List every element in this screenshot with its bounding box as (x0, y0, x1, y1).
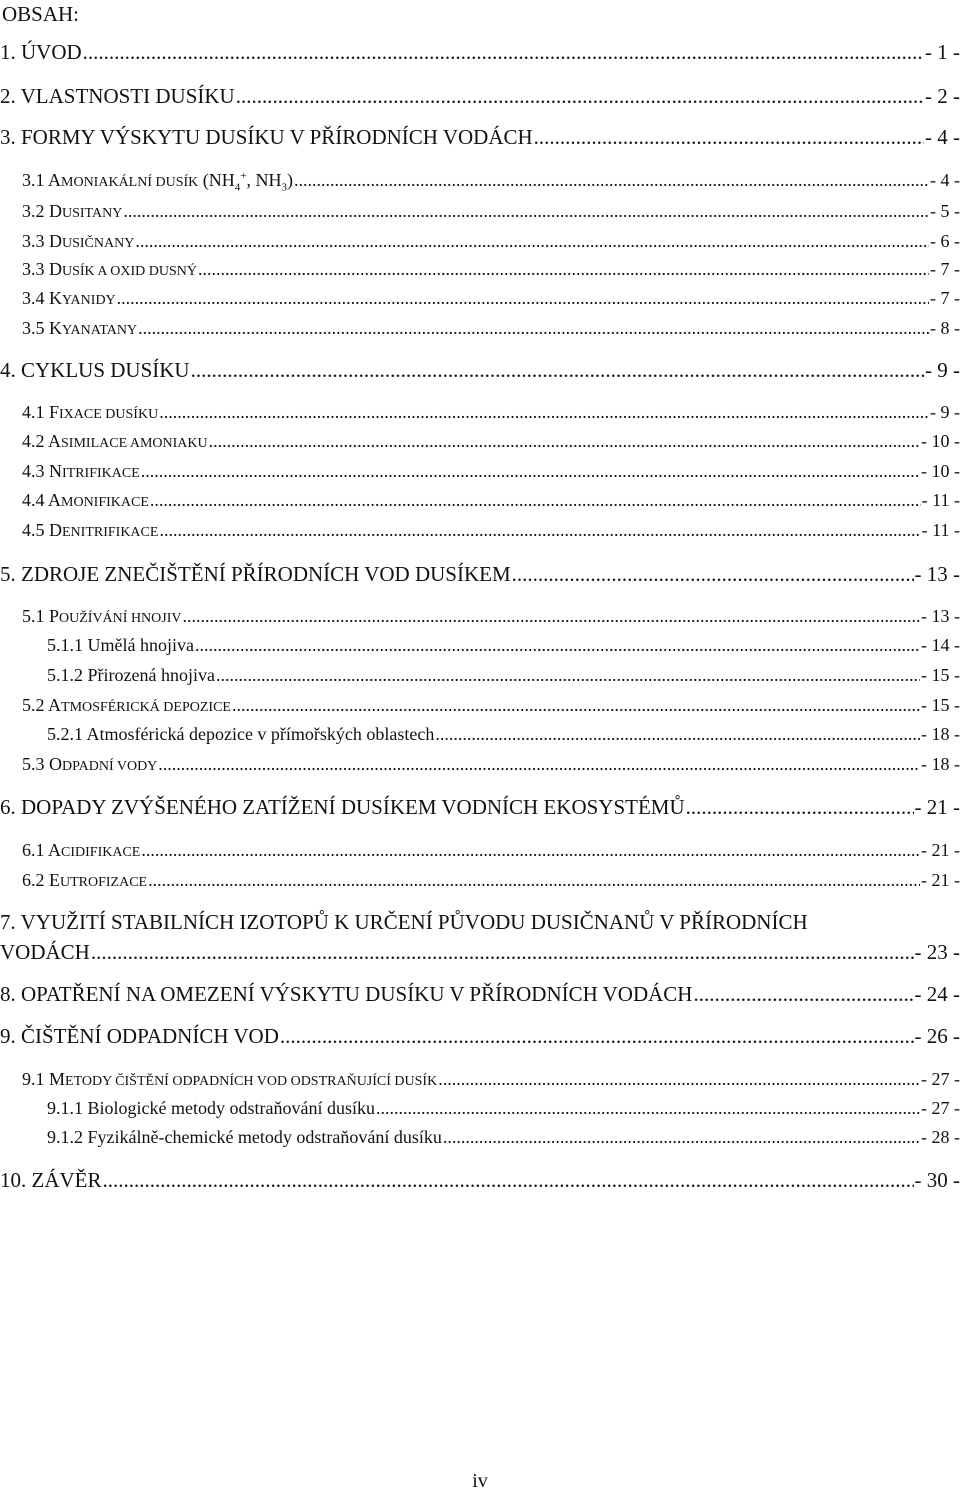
toc-entry-label: 9.1.1 Biologické metody odstraňování dusíku (47, 1098, 375, 1118)
toc-page-number: - 21 - (921, 870, 960, 890)
formula-subscript: 4 (234, 181, 241, 194)
toc-leader (435, 724, 920, 745)
formula-part: ) (287, 170, 293, 190)
toc-entry[interactable] (0, 231, 960, 252)
toc-entry-label: VODÁCH (0, 940, 90, 964)
toc-entry[interactable] (0, 1024, 960, 1049)
toc-page-number: - 15 - (921, 665, 960, 685)
toc-leader (135, 231, 929, 252)
toc-entry[interactable] (0, 490, 960, 511)
smallcaps-rest: IXACE DUSÍKU (59, 407, 159, 422)
toc-page-number: - 4 - (925, 125, 960, 149)
smallcaps-initial: D (49, 201, 62, 221)
toc-entry[interactable] (0, 754, 960, 775)
toc-entry[interactable] (0, 461, 960, 482)
section-number: 3.1 (22, 170, 45, 190)
toc-entry-label (22, 231, 134, 252)
toc-entry[interactable] (0, 1098, 960, 1119)
toc-page-number: - 1 - (925, 40, 960, 64)
toc-entry-label (22, 170, 293, 194)
section-number: 3.3 (22, 231, 45, 251)
toc-leader (232, 695, 920, 716)
smallcaps-rest: OUŽÍVÁNÍ HNOJIV (59, 611, 182, 626)
section-number: 5.2 (22, 695, 45, 715)
toc-entry-label (22, 490, 149, 511)
toc-entry[interactable] (0, 318, 960, 339)
toc-page-number: - 10 - (921, 461, 960, 481)
formula-part: , NH (246, 170, 282, 190)
formula-superscript: + (240, 170, 247, 182)
toc-entry-label: 10. ZÁVĚR (0, 1168, 102, 1192)
toc-entry-label: 5.2.1 Atmosférická depozice v přímořských oblastech (47, 724, 435, 744)
toc-page-number: - 28 - (921, 1127, 960, 1147)
toc-leader (512, 562, 914, 587)
section-number: 4.2 (22, 431, 45, 451)
toc-entry-label (22, 431, 208, 452)
section-number: 3.3 (22, 259, 45, 279)
toc-page-number: - 13 - (921, 606, 960, 626)
section-number: 4.3 (22, 461, 45, 481)
toc-entry[interactable] (0, 259, 960, 280)
toc-entry-label: 2. VLASTNOSTI DUSÍKU (0, 84, 235, 108)
toc-page-number: - 4 - (930, 170, 960, 190)
toc-entry-label: 9. ČIŠTĚNÍ ODPADNÍCH VOD (0, 1024, 279, 1048)
section-number: 5.3 (22, 754, 45, 774)
toc-page-number: - 9 - (925, 358, 960, 382)
toc-leader (280, 1024, 914, 1049)
toc-page-number: - 23 - (914, 940, 960, 964)
toc-entry[interactable] (0, 695, 960, 716)
toc-entry-label (22, 695, 231, 716)
smallcaps-initial: F (49, 402, 60, 422)
toc-leader (686, 795, 914, 820)
smallcaps-initial: A (48, 431, 62, 451)
toc-leader (150, 490, 921, 511)
toc-page-number: - 8 - (930, 318, 960, 338)
toc-entry[interactable] (0, 982, 960, 1007)
smallcaps-initial: O (49, 754, 62, 774)
toc-leader (138, 318, 929, 339)
toc-leader (198, 259, 929, 280)
toc-entry[interactable] (0, 1127, 960, 1148)
toc-leader (159, 402, 929, 423)
toc-leader (443, 1127, 920, 1148)
toc-page-number: - 7 - (930, 288, 960, 308)
toc-leader (91, 940, 914, 965)
toc-entry-label: 5.1.1 Umělá hnojiva (47, 635, 194, 655)
toc-entry-label (22, 201, 122, 222)
toc-leader (534, 125, 924, 150)
section-number: 5.1 (22, 606, 45, 626)
toc-entry[interactable] (0, 1168, 960, 1193)
toc-entry-label: 3. FORMY VÝSKYTU DUSÍKU V PŘÍRODNÍCH VODÁCH (0, 125, 533, 149)
toc-entry-label (22, 461, 140, 482)
toc-page-number: - 15 - (921, 695, 960, 715)
smallcaps-rest: ITRIFIKACE (62, 466, 140, 481)
toc-leader (376, 1098, 920, 1119)
smallcaps-rest: MONIFIKACE (61, 495, 149, 510)
toc-page-number: - 6 - (930, 231, 960, 251)
toc-page-number: - 11 - (921, 520, 960, 540)
toc-entry[interactable] (0, 201, 960, 222)
smallcaps-rest: USITANY (62, 206, 123, 221)
toc-entry-line1: 7. VYUŽITÍ STABILNÍCH IZOTOPŮ K URČENÍ PŮVODU DUSIČNANŮ V PŘÍRODNÍCH (0, 910, 808, 934)
toc-entry[interactable] (0, 635, 960, 656)
toc-leader (83, 40, 924, 65)
toc-entry-label (22, 520, 158, 541)
toc-leader (117, 288, 929, 309)
toc-entry[interactable] (0, 562, 960, 587)
toc-entry-label: 5.1.2 Přirozená hnojiva (47, 665, 215, 685)
toc-leader (294, 170, 929, 191)
toc-heading: OBSAH: (2, 2, 80, 26)
toc-page-number: - 26 - (914, 1024, 960, 1048)
toc-page-number: - 27 - (921, 1098, 960, 1118)
toc-entry-label (22, 754, 157, 775)
smallcaps-rest: TMOSFÉRICKÁ DEPOZICE (61, 700, 231, 715)
toc-page-number: - 11 - (921, 490, 960, 510)
toc-entry[interactable] (0, 358, 960, 383)
toc-page-number: - 5 - (930, 201, 960, 221)
smallcaps-rest: ETODY ČIŠTĚNÍ ODPADNÍCH VOD ODSTRAŇUJÍCÍ DUSÍK (65, 1074, 438, 1089)
smallcaps-initial: M (49, 1069, 66, 1089)
toc-entry[interactable] (0, 795, 960, 820)
smallcaps-initial: N (49, 461, 62, 481)
smallcaps-rest: SIMILACE AMONIAKU (61, 436, 208, 451)
toc-entry[interactable] (0, 870, 960, 891)
smallcaps-initial: D (49, 520, 62, 540)
toc-page-number: - 14 - (921, 635, 960, 655)
toc-entry-label (22, 288, 116, 309)
section-number: 4.5 (22, 520, 45, 540)
toc-leader (209, 431, 920, 452)
toc-entry[interactable] (0, 125, 960, 150)
section-number: 6.1 (22, 840, 45, 860)
toc-leader (438, 1069, 920, 1090)
toc-page-number: - 21 - (921, 840, 960, 860)
smallcaps-rest: DPADNÍ VODY (62, 759, 158, 774)
toc-leader (216, 665, 920, 686)
toc-entry[interactable] (0, 170, 960, 194)
toc-leader (141, 840, 920, 861)
toc-entry[interactable] (0, 84, 960, 109)
section-number: 4.4 (22, 490, 45, 510)
toc-page-number: - 7 - (930, 259, 960, 279)
smallcaps-rest: YANIDY (62, 293, 116, 308)
toc-entry[interactable] (0, 402, 960, 423)
smallcaps-initial: P (49, 606, 60, 626)
toc-leader (236, 84, 924, 109)
section-number: 6.2 (22, 870, 45, 890)
smallcaps-initial: K (49, 288, 62, 308)
toc-entry[interactable] (0, 1069, 960, 1090)
toc-page-number: - 21 - (914, 795, 960, 819)
smallcaps-rest: ENITRIFIKACE (62, 525, 159, 540)
toc-entry[interactable] (0, 431, 960, 452)
smallcaps-initial: D (49, 259, 62, 279)
toc-leader (195, 635, 920, 656)
toc-leader (693, 982, 913, 1007)
formula-part: (NH (202, 170, 235, 190)
smallcaps-initial: D (49, 231, 62, 251)
toc-entry[interactable] (0, 665, 960, 686)
toc-leader (123, 201, 929, 222)
smallcaps-initial: K (49, 318, 62, 338)
section-number: 3.5 (22, 318, 45, 338)
page-number-footer: iv (472, 1470, 488, 1492)
toc-leader (159, 520, 920, 541)
toc-leader (148, 870, 920, 891)
smallcaps-rest: YANATANY (62, 323, 138, 338)
toc-entry[interactable] (0, 288, 960, 309)
smallcaps-rest: UTROFIZACE (60, 875, 148, 890)
section-number: 4.1 (22, 402, 45, 422)
toc-entry[interactable] (0, 724, 960, 745)
toc-entry-label: 9.1.2 Fyzikálně-chemické metody odstraňování dusíku (47, 1127, 442, 1147)
toc-entry-label: 4. CYKLUS DUSÍKU (0, 358, 190, 382)
toc-page-number: - 13 - (914, 562, 960, 586)
toc-entry-label: 5. ZDROJE ZNEČIŠTĚNÍ PŘÍRODNÍCH VOD DUSÍKEM (0, 562, 511, 586)
toc-leader (141, 461, 920, 482)
toc-entry-label (22, 259, 197, 280)
toc-entry-label (22, 840, 140, 861)
toc-entry[interactable] (0, 40, 960, 65)
toc-entry-label (22, 402, 158, 423)
toc-page-number: - 18 - (921, 754, 960, 774)
toc-page-number: - 10 - (921, 431, 960, 451)
toc-entry-label (22, 606, 182, 627)
smallcaps-rest: MONIAKÁLNÍ DUSÍK (61, 175, 199, 190)
toc-entry-label (22, 318, 137, 339)
section-number: 3.4 (22, 288, 45, 308)
toc-entry-label (22, 870, 147, 891)
toc-entry-label: 8. OPATŘENÍ NA OMEZENÍ VÝSKYTU DUSÍKU V PŘÍRODNÍCH VODÁCH (0, 982, 693, 1006)
formula-subscript: 3 (281, 181, 287, 194)
toc-entry[interactable] (0, 840, 960, 861)
smallcaps-rest: USIČNANY (62, 236, 135, 251)
toc-page-number: - 18 - (921, 724, 960, 744)
toc-page-number: - 9 - (930, 402, 960, 422)
smallcaps-initial: A (48, 695, 62, 715)
smallcaps-rest: USÍK A OXID DUSNÝ (62, 264, 197, 279)
toc-leader (183, 606, 921, 627)
smallcaps-initial: A (48, 490, 62, 510)
toc-entry-label (22, 1069, 437, 1090)
toc-page-number: - 2 - (925, 84, 960, 108)
section-number: 9.1 (22, 1069, 45, 1089)
toc-page-number: - 27 - (921, 1069, 960, 1089)
toc-entry[interactable] (0, 940, 960, 965)
section-number: 3.2 (22, 201, 45, 221)
toc-leader (158, 754, 920, 775)
smallcaps-rest: CIDIFIKACE (61, 845, 141, 860)
toc-leader (103, 1168, 914, 1193)
toc-entry[interactable] (0, 520, 960, 541)
toc-entry[interactable] (0, 606, 960, 627)
smallcaps-initial: E (49, 870, 60, 890)
toc-entry-label: 1. ÚVOD (0, 40, 82, 64)
toc-page-number: - 24 - (914, 982, 960, 1006)
toc-entry-label: 6. DOPADY ZVÝŠENÉHO ZATÍŽENÍ DUSÍKEM VODNÍCH EKOSYSTÉMŮ (0, 795, 685, 819)
smallcaps-initial: A (48, 170, 62, 190)
smallcaps-initial: A (48, 840, 62, 860)
toc-page-number: - 30 - (914, 1168, 960, 1192)
toc-leader (191, 358, 924, 383)
